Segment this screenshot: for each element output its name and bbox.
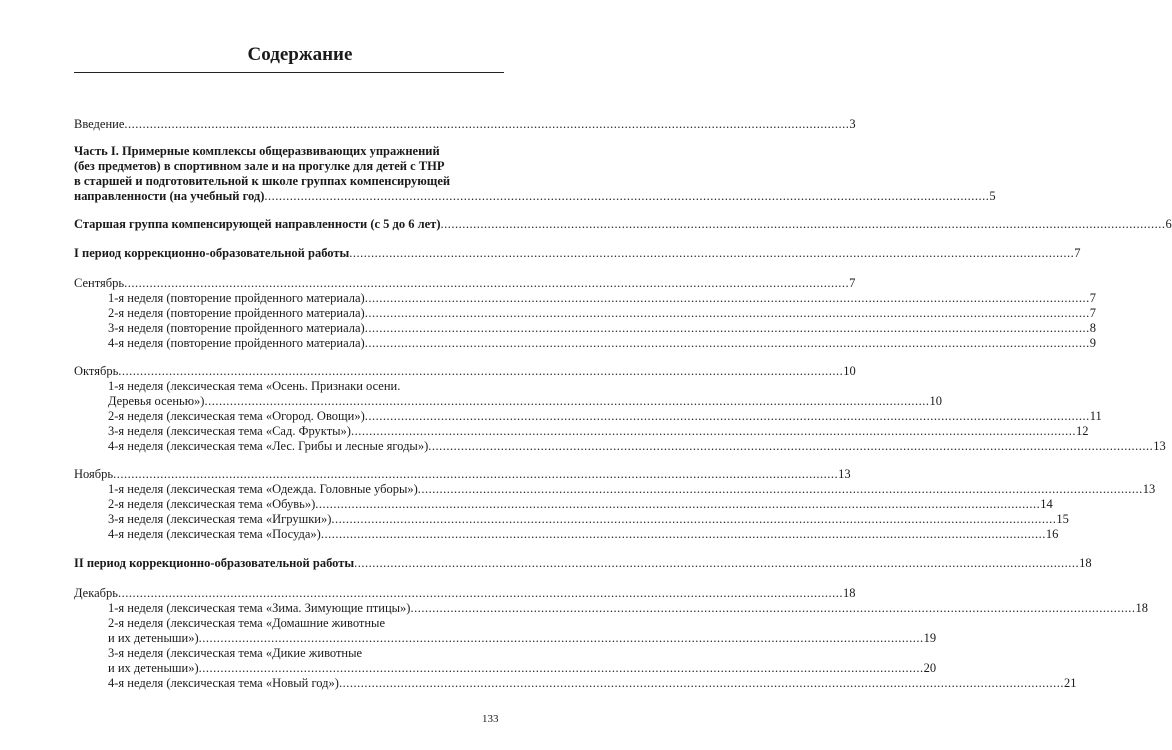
toc-entry-week[interactable] [0, 409, 1102, 424]
toc-page-number: 19 [923, 631, 937, 645]
toc-leader: ........................................................................................................................................................................................................ [349, 246, 1075, 260]
toc-leader: ........................................................................................................................................................................................................ [428, 439, 1154, 453]
toc-leader: ........................................................................................................................................................................................................ [364, 409, 1090, 423]
toc-page-number: 18 [1079, 556, 1092, 570]
toc-entry-week[interactable] [0, 676, 1077, 691]
toc-entry-period1[interactable] [0, 246, 1081, 261]
toc-entry-label: 3-я неделя (повторение пройденного материала) [108, 321, 365, 335]
title-divider [74, 72, 504, 73]
toc-entry-week[interactable] [0, 631, 937, 646]
toc-entry-label: I период коррекционно-образовательной работы [74, 246, 350, 260]
toc-leader: ........................................................................................................................................................................................................ [198, 631, 924, 645]
toc-entry-label: 4-я неделя (лексическая тема «Лес. Грибы и лесные ягоды») [108, 439, 429, 453]
toc-page-number: 12 [1075, 424, 1089, 438]
toc-part1-line: (без предметов) в спортивном зале и на прогулке для детей с ТНР [74, 159, 445, 173]
toc-page-number: 8 [1089, 321, 1096, 335]
toc-page-number: 10 [843, 364, 856, 378]
toc-leader: ........................................................................................................................................................................................................ [410, 601, 1136, 615]
toc-entry-label: 1-я неделя (лексическая тема «Одежда. Головные уборы») [108, 482, 418, 496]
toc-entry-label: 4-я неделя (лексическая тема «Новый год») [108, 676, 339, 690]
toc-page-number: 15 [1056, 512, 1069, 526]
toc-page-number: 13 [1142, 482, 1156, 496]
toc-entry-label: и их детеныши») [108, 661, 199, 675]
toc-leader: ........................................................................................................................................................................................................ [338, 676, 1064, 690]
toc-entry-week[interactable] [0, 321, 1096, 336]
toc-leader: ........................................................................................................................................................................................................ [198, 661, 924, 675]
toc-entry-week[interactable] [0, 527, 1059, 542]
toc-page-number: 21 [1063, 676, 1077, 690]
toc-entry-intro[interactable] [0, 117, 856, 132]
toc-entry-label: 4-я неделя (повторение пройденного материала) [108, 336, 365, 350]
toc-leader: ........................................................................................................................................................................................................ [124, 276, 850, 290]
toc-leader: ........................................................................................................................................................................................................ [264, 189, 990, 203]
toc-page-number: 13 [838, 467, 851, 481]
toc-leader: ........................................................................................................................................................................................................ [440, 217, 1166, 231]
toc-page-number: 9 [1089, 336, 1096, 350]
toc-entry-week[interactable] [0, 661, 937, 676]
toc-entry-label: 3-я неделя (лексическая тема «Сад. Фрукты») [108, 424, 351, 438]
toc-page-number: 7 [1089, 291, 1096, 305]
toc-entry-december[interactable] [0, 586, 856, 601]
toc-leader: ........................................................................................................................................................................................................ [118, 364, 844, 378]
toc-entry-label: Ноябрь [74, 467, 114, 481]
toc-entry-label: направленности (на учебный год) [74, 189, 265, 203]
toc-week-line: 1-я неделя (лексическая тема «Осень. Признаки осени. [108, 379, 401, 393]
toc-week-line: 2-я неделя (лексическая тема «Домашние животные [108, 616, 386, 630]
toc-entry-period2[interactable] [0, 556, 1092, 571]
toc-page-number: 7 [1089, 306, 1096, 320]
toc-entry-september[interactable] [0, 276, 856, 291]
toc-leader: ........................................................................................................................................................................................................ [364, 306, 1090, 320]
toc-entry-week[interactable] [0, 439, 1166, 454]
toc-page-number: 7 [849, 276, 856, 290]
toc-entry-label: 3-я неделя (лексическая тема «Игрушки») [108, 512, 332, 526]
toc-entry-label: 2-я неделя (лексическая тема «Огород. Овощи») [108, 409, 365, 423]
toc-part1-line: в старшей и подготовительной к школе группах компенсирующей [74, 174, 451, 188]
toc-entry-part1[interactable] [0, 189, 996, 204]
toc-leader: ........................................................................................................................................................................................................ [364, 321, 1090, 335]
toc-page-number: 6 [1165, 217, 1172, 231]
toc-leader: ........................................................................................................................................................................................................ [350, 424, 1076, 438]
toc-entry-week[interactable] [0, 482, 1156, 497]
toc-entry-label: 2-я неделя (лексическая тема «Обувь») [108, 497, 316, 511]
toc-page-number: 16 [1045, 527, 1059, 541]
toc-entry-label: 1-я неделя (повторение пройденного материала) [108, 291, 365, 305]
toc-entry-week[interactable] [0, 336, 1096, 351]
toc-leader: ........................................................................................................................................................................................................ [204, 394, 930, 408]
page-title: Содержание [247, 44, 353, 65]
toc-part1-line: Часть I. Примерные комплексы общеразвивающих упражнений [74, 144, 440, 158]
toc-entry-senior[interactable] [0, 217, 1172, 232]
toc-entry-label: Старшая группа компенсирующей направленности (с 5 до 6 лет) [74, 217, 441, 231]
toc-page-number: 10 [929, 394, 942, 408]
toc-entry-label: Сентябрь [74, 276, 125, 290]
toc-entry-october[interactable] [0, 364, 856, 379]
toc-leader: ........................................................................................................................................................................................................ [364, 336, 1090, 350]
toc-entry-label: Октябрь [74, 364, 119, 378]
toc-page-number: 18 [1135, 601, 1148, 615]
toc-entry-label: 4-я неделя (лексическая тема «Посуда») [108, 527, 321, 541]
toc-page-number: 18 [842, 586, 856, 600]
toc-leader: ........................................................................................................................................................................................................ [364, 291, 1090, 305]
toc-entry-label: и их детеныши») [108, 631, 199, 645]
toc-entry-week[interactable] [0, 394, 942, 409]
toc-page-number: 20 [923, 661, 937, 675]
toc-leader: ........................................................................................................................................................................................................ [117, 586, 843, 600]
toc-leader: ........................................................................................................................................................................................................ [320, 527, 1046, 541]
toc-page-number: 7 [1074, 246, 1081, 260]
toc-page-number: 3 [849, 117, 856, 131]
toc-entry-week[interactable] [0, 291, 1096, 306]
toc-entry-week[interactable] [0, 512, 1069, 527]
toc-entry-label: Декабрь [74, 586, 118, 600]
toc-entry-week[interactable] [0, 424, 1089, 439]
toc-leader: ........................................................................................................................................................................................................ [331, 512, 1057, 526]
toc-leader: ........................................................................................................................................................................................................ [354, 556, 1080, 570]
toc-page-number: 14 [1040, 497, 1053, 511]
toc-entry-label: 1-я неделя (лексическая тема «Зима. Зимующие птицы») [108, 601, 411, 615]
toc-entry-label: Деревья осенью») [108, 394, 205, 408]
toc-entry-label: II период коррекционно-образовательной работы [74, 556, 355, 570]
toc-entry-label: 2-я неделя (повторение пройденного материала) [108, 306, 365, 320]
toc-entry-week[interactable] [0, 497, 1053, 512]
toc-leader: ........................................................................................................................................................................................................ [417, 482, 1143, 496]
toc-week-line: 3-я неделя (лексическая тема «Дикие животные [108, 646, 363, 660]
toc-entry-label: Введение [74, 117, 125, 131]
toc-leader: ........................................................................................................................................................................................................ [124, 117, 850, 131]
page-number: 133 [482, 713, 499, 725]
toc-leader: ........................................................................................................................................................................................................ [315, 497, 1041, 511]
toc-page-number: 13 [1153, 439, 1166, 453]
toc-leader: ........................................................................................................................................................................................................ [113, 467, 839, 481]
toc-entry-week[interactable] [0, 601, 1148, 616]
toc-page-number: 11 [1089, 409, 1102, 423]
toc-entry-week[interactable] [0, 306, 1096, 321]
toc-entry-november[interactable] [0, 467, 851, 482]
toc-page-number: 5 [989, 189, 996, 203]
